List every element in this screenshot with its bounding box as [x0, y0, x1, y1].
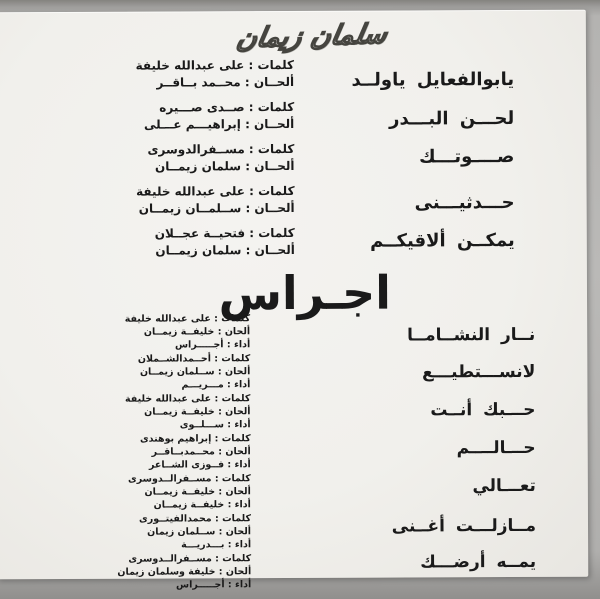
credit-melody: ألحان : ســلمان زيمــان: [139, 366, 251, 378]
credit-lyrics: كلمات : على عبدالله خليفة: [125, 393, 251, 405]
credit-lyrics: كلمات : فتحيــة عجــلان: [154, 225, 295, 241]
credit-lyrics: كلمات : مســفرالــدوسرى: [128, 473, 251, 485]
credit-melody: ألحان : خليفــة زيمــان: [143, 326, 251, 338]
side-a-credit-block-5: [136, 225, 295, 260]
artist-logo: سلمان زيمان: [234, 18, 390, 55]
side-b-track-title-6: مــازلـــت أغــنى: [391, 515, 537, 537]
album-sleeve-back-cover: [0, 10, 588, 591]
side-a-track-title-2: لحـــن البـــدر: [389, 108, 515, 130]
side-a-track-title-5: يمكــن ألاقيكــم: [370, 230, 515, 252]
side-b-credit-block-1: [116, 312, 250, 352]
credit-melody: ألحــان : ســلمــان زيمــان: [138, 200, 295, 216]
credit-melody: ألحان : خليفة وسلمان زيمان: [117, 566, 252, 578]
side-b-track-title-3: حـــبك أنــت: [430, 399, 536, 421]
credit-melody: ألحان : محــمدبــاقــر: [151, 446, 251, 458]
credit-melody: ألحان : خليفــة زيمــان: [144, 486, 251, 498]
side-b-credit-block-2: [116, 352, 250, 392]
credit-lyrics: كلمات : محمدالفيتــورى: [139, 513, 252, 525]
credit-performer: أداء : أجـــــراس: [174, 339, 251, 351]
credit-performer: أداء : مـــريـــم: [181, 379, 251, 391]
credit-performer: أداء : خليفــة زيمــان: [153, 499, 251, 511]
side-a-track-title-3: صــــوتـــك: [419, 146, 515, 168]
side-b-credit-block-3: [117, 392, 251, 432]
side-b-credits-column: [116, 312, 251, 593]
side-b-credit-block-4: [117, 432, 251, 472]
credit-melody: ألحــان : محــمد بــاقــر: [156, 74, 295, 90]
side-a-track-title-4: حـــدثيـــنى: [414, 192, 515, 214]
side-b-credit-block-6: [117, 512, 251, 552]
side-a-credit-block-3: [136, 141, 295, 176]
credit-melody: ألحان : خليفــة زيمــان: [144, 406, 251, 418]
credit-melody: ألحــان : إبراهيـــم عـــلى: [143, 116, 295, 132]
credit-performer: أداء : أجـــــراس: [175, 579, 252, 591]
side-b-track-title-4: حـــالــــم: [456, 437, 536, 459]
credit-lyrics: كلمات : على عبدالله خليفة: [135, 57, 295, 73]
side-a-track-title-1: يابوالفعايل ياولــد: [351, 69, 515, 91]
credit-melody: ألحــان : سلمان زيمــان: [155, 242, 295, 258]
credit-lyrics: كلمات : إبراهيم بوهندى: [139, 433, 251, 445]
credit-lyrics: كلمات : على عبدالله خليفة: [124, 313, 251, 325]
credit-melody: ألحان : ســلمان زيمان: [147, 526, 252, 538]
side-b-track-title-7: يمــه أرضـــك: [420, 551, 537, 573]
credit-lyrics: كلمات : أحــمدالشــملان: [137, 353, 251, 365]
side-a-credits-column: [136, 57, 295, 268]
side-b-credit-block-7: [117, 552, 251, 592]
credit-lyrics: كلمات : مســفرالــدوسرى: [128, 553, 252, 565]
side-b-track-title-5: تعـــالي: [472, 475, 536, 497]
side-a-credit-block-2: [136, 99, 295, 134]
side-a-credit-block-1: [136, 57, 295, 92]
credit-lyrics: كلمات : على عبدالله خليفة: [136, 183, 295, 199]
credit-performer: أداء : فــوزى الشــاعر: [148, 459, 251, 471]
side-b-track-title-1: نــار النشــامــا: [407, 324, 536, 346]
side-b-track-title-2: لانســـتطيـــع: [422, 361, 536, 383]
credit-lyrics: كلمات : مســفرالدوسرى: [147, 141, 295, 157]
side-a-credit-block-4: [136, 183, 295, 218]
side-b-album-title: اجـراس: [218, 265, 392, 321]
side-b-credit-block-5: [117, 472, 251, 512]
credit-melody: ألحــان : سلمان زيمــان: [154, 158, 295, 174]
credit-performer: أداء : ســـلــوى: [179, 419, 251, 431]
credit-performer: أداء : بـــدريـــة: [181, 539, 252, 551]
credit-lyrics: كلمات : صــدى صـــيره: [159, 99, 295, 115]
